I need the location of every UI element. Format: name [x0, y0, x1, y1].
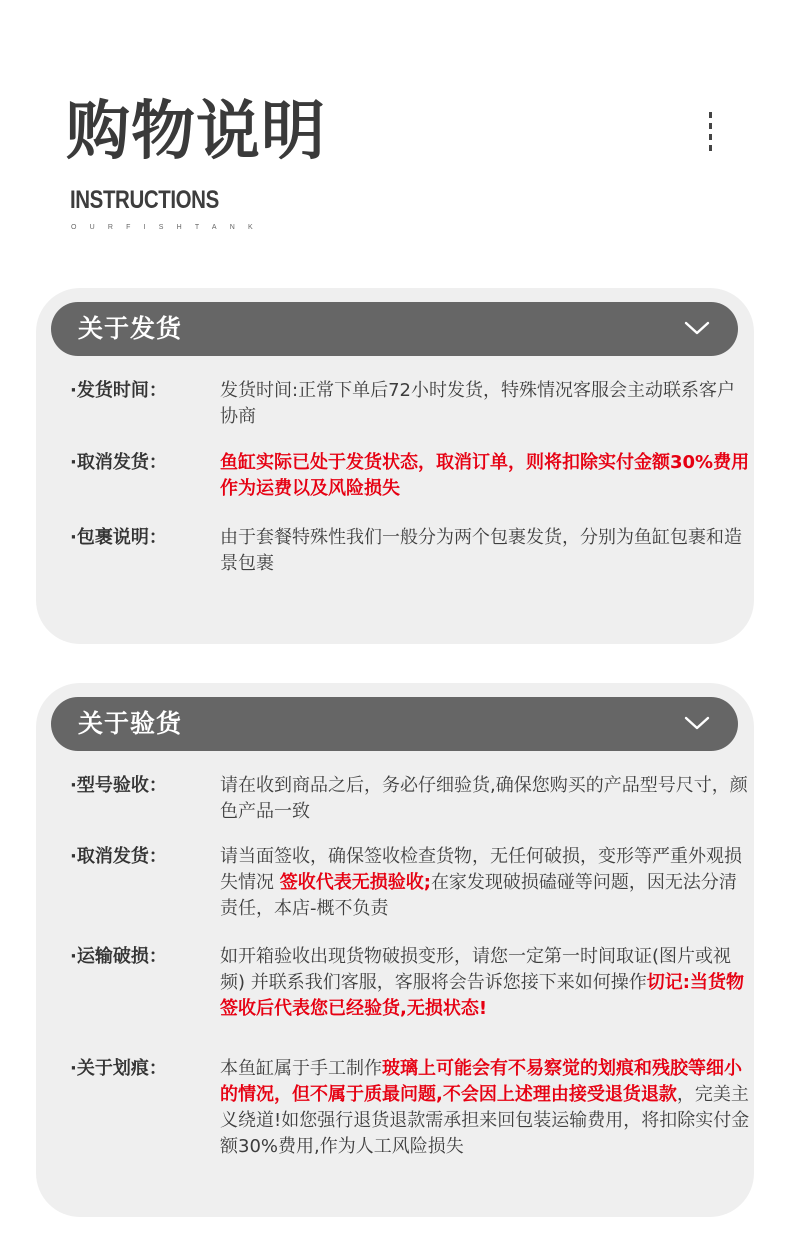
warning-text-part: 切记:当货物签收后代表您已经验货,无损状态!: [220, 972, 744, 1019]
shipping-card: [36, 288, 754, 644]
page-title: 购物说明: [66, 95, 326, 169]
vertical-dots-icon: [709, 112, 713, 152]
page-subtitle: INSTRUCTIONS: [70, 186, 219, 214]
warning-text-part: 玻璃上可能会有不易察觉的划痕和残胶等细小的情况，但不属于质最问题,不会因上述理由接受退货退款: [220, 1058, 742, 1105]
item-text: [220, 944, 750, 1022]
item-label: ·关于划痕：: [70, 1058, 167, 1079]
chevron-down-icon[interactable]: [684, 318, 710, 338]
text-part: 本鱼缸属于手工制作: [220, 1058, 382, 1079]
text-part: 请当面签收，确保签收检查货物，无任何破损，变形等严重外观损失情况: [220, 846, 742, 893]
brand-text: OURFISHTANK: [71, 224, 266, 231]
section-title: 关于验货: [78, 709, 183, 738]
text-part: 在家发现破损磕碰等问题，因无法分清责任，本店-概不负责: [220, 872, 737, 919]
text-part: 如开箱验收出现货物破损变形，请您一定第一时间取证(图片或视频) 并联系我们客服，客服将会告诉您接下来如何操作: [220, 946, 732, 993]
item-label: ·发货时间：: [70, 380, 167, 401]
item-text: [220, 450, 750, 502]
item-text: [220, 378, 750, 430]
text-part: 由于套餐特殊性我们一般分为两个包裹发货，分别为鱼缸包裹和造景包裹: [220, 527, 742, 574]
inspection-header-bar[interactable]: [51, 697, 738, 751]
item-label: ·型号验收：: [70, 775, 167, 796]
text-part: 请在收到商品之后，务必仔细验货,确保您购买的产品型号尺寸，颜色产品一致: [220, 775, 748, 822]
item-text: [220, 773, 750, 825]
item-label: ·运输破损：: [70, 946, 167, 967]
item-label: ·包裹说明：: [70, 527, 167, 548]
item-text: [220, 525, 750, 577]
text-part: ，完美主义绕道!如您强行退货退款需承担来回包装运输费用，将扣除实付金额30%费用,作为人工风险损失: [220, 1084, 750, 1157]
shipping-header-bar[interactable]: [51, 302, 738, 356]
section-title: 关于发货: [78, 314, 183, 343]
item-label: ·取消发货：: [70, 452, 167, 473]
chevron-down-icon[interactable]: [684, 713, 710, 733]
item-text: [220, 844, 750, 922]
warning-text-part: 签收代表无损验收;: [279, 872, 431, 893]
warning-text-part: 鱼缸实际已处于发货状态，取消订单，则将扣除实付金额30%费用作为运费以及风险损失: [220, 452, 750, 499]
text-part: 发货时间:正常下单后72小时发货，特殊情况客服会主动联系客户协商: [220, 380, 735, 427]
item-label: ·取消发货：: [70, 846, 167, 867]
item-text: [220, 1056, 750, 1160]
inspection-card: [36, 683, 754, 1217]
